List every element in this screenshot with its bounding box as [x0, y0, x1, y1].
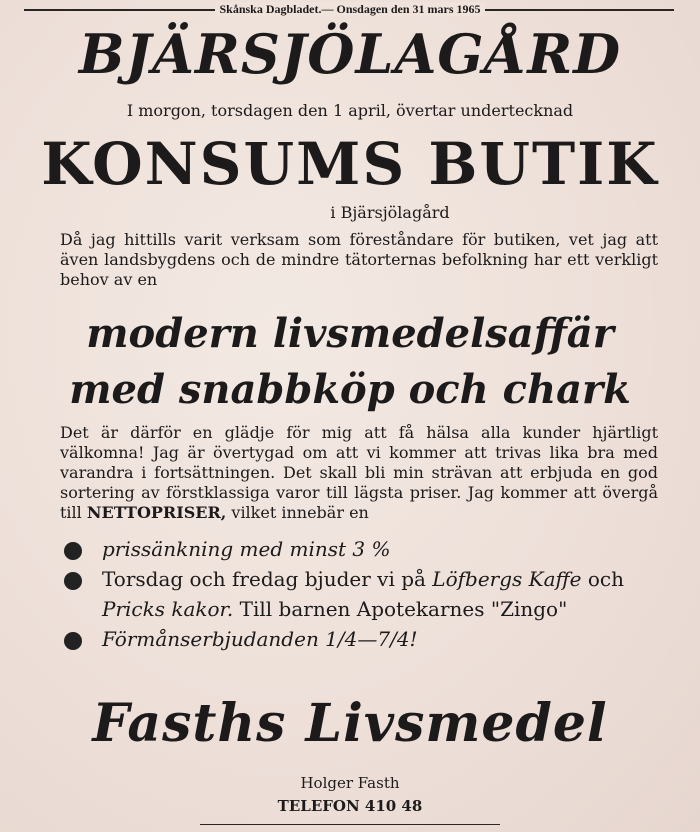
offer-period: Förmånserbjudanden 1/4—7/4! [102, 627, 418, 651]
paragraph-2-end: vilket innebär en [226, 503, 369, 522]
offer-coffee-brand: Löfbergs Kaffe [432, 567, 582, 591]
intro-line: I morgon, torsdagen den 1 april, övertar undertecknad [126, 101, 574, 120]
bottom-rule [200, 824, 500, 825]
masthead [0, 2, 700, 17]
offer-list [62, 534, 662, 654]
offer-kids: Till barnen Apotekarnes "Zingo" [233, 597, 568, 621]
paragraph-2-text: Det är därför en glädje för mig att få hälsa alla kunder hjärtligt välkomna! Jag är övertygad om att vi kommer att trivas lika bra med varandra i fortsättningen. Det skall bli min strävan att erbjuda en god sortering av förstklassiga varor till lägsta priser. Jag kommer att övergå till [60, 423, 658, 522]
store-title: KONSUMS BUTIK [41, 130, 659, 198]
offer-cookie-brand: Pricks kakor. [102, 597, 234, 621]
paragraph-1: Då jag hittills varit verksam som föreståndare för butiken, vet jag att även landsbygdens och de mindre tätorternas befolkning har ett verkligt behov av en [60, 230, 658, 289]
bullet-dot-icon [64, 542, 82, 560]
phone-number: TELEFON 410 48 [277, 797, 423, 815]
bullet-dot-icon [64, 632, 82, 650]
bullet-dot-icon [64, 572, 82, 590]
offer-coffee-2: och [581, 567, 624, 591]
list-item [62, 564, 662, 624]
owner-name: Holger Fasth [300, 774, 400, 792]
location-line: i Bjärsjölagård [330, 203, 450, 222]
paragraph-2 [60, 423, 658, 523]
headline: BJÄRSJÖLAGÅRD [78, 22, 622, 86]
list-item [62, 624, 662, 654]
netto-prices: NETTOPRISER, [86, 503, 227, 522]
masthead-text: Skånska Dagbladet.— Onsdagen den 31 mars 1965 [215, 2, 484, 16]
slogan-2: med snabbköp och chark [69, 366, 631, 413]
list-item [62, 534, 662, 564]
shop-name: Fasths Livsmedel [92, 693, 608, 754]
slogan-1: modern livsmedelsaffär [86, 310, 614, 357]
offer-discount: prissänkning med minst 3 % [102, 537, 391, 561]
offer-coffee-1: Torsdag och fredag bjuder vi på [102, 567, 433, 591]
